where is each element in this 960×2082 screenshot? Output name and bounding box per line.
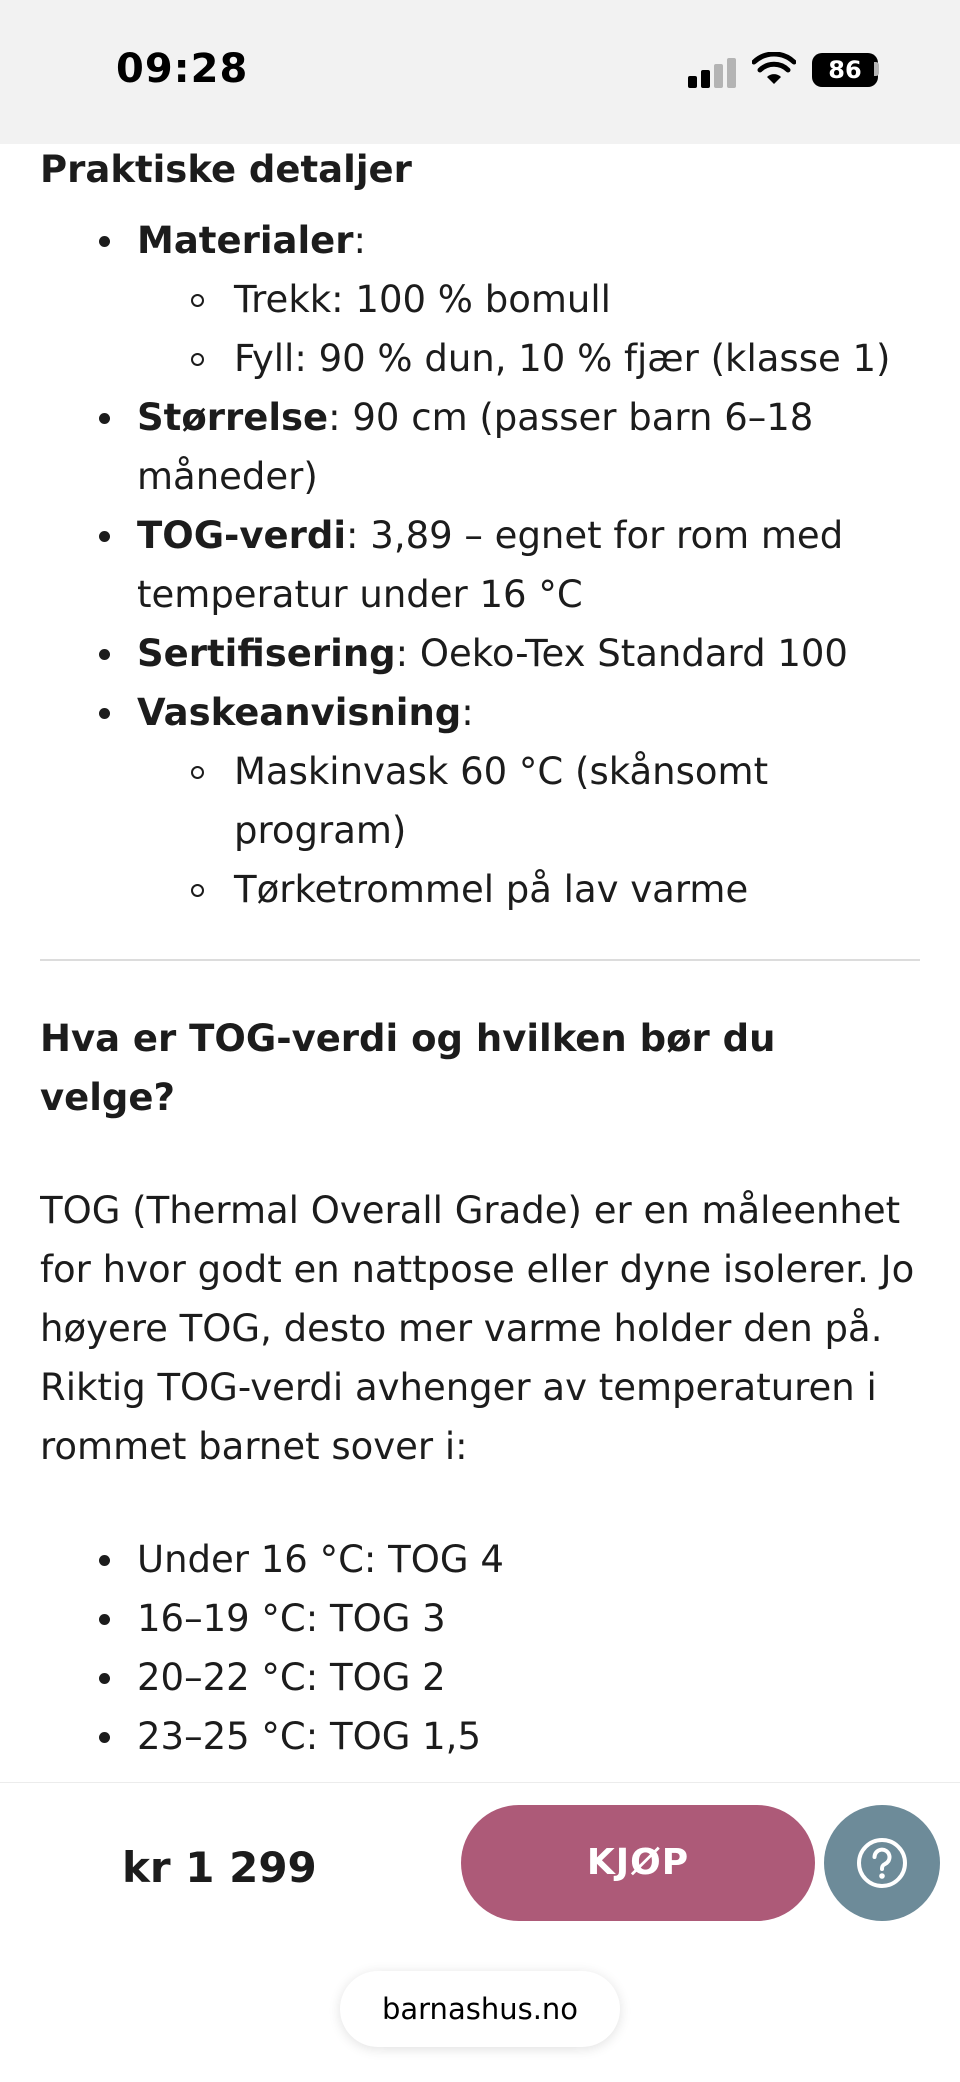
details-item-text: : [461, 691, 474, 734]
wifi-icon [752, 52, 796, 86]
tog-list [40, 1530, 920, 1766]
details-sublist [137, 270, 920, 388]
details-item-label: Materialer [137, 219, 354, 262]
details-heading: Praktiske detaljer [40, 148, 412, 191]
tog-list-item: 20–22 °C: TOG 2 [40, 1648, 920, 1707]
details-item-label: Størrelse [137, 396, 329, 439]
battery-icon: 86 [812, 53, 878, 87]
details-subitem: Fyll: 90 % dun, 10 % fjær (klasse 1) [137, 329, 920, 388]
battery-tip [874, 62, 879, 76]
buy-button[interactable]: KJØP [461, 1805, 815, 1921]
tog-list-item: Under 16 °C: TOG 4 [40, 1530, 920, 1589]
section-divider [40, 959, 920, 961]
details-sublist [137, 742, 920, 919]
details-item-label: TOG-verdi [137, 514, 347, 557]
price-label: kr 1 299 [122, 1843, 317, 1892]
details-item-text: : 90 cm (passer barn 6–18 måneder) [137, 396, 814, 498]
details-item-text: : 3,89 – egnet for rom med temperatur under 16 °C [137, 514, 844, 616]
product-description [40, 140, 920, 1780]
question-circle-icon [856, 1837, 908, 1889]
purchase-bar [0, 1782, 960, 2082]
details-item [40, 388, 920, 506]
status-time: 09:28 [116, 46, 249, 92]
details-subitem: Trekk: 100 % bomull [137, 270, 920, 329]
tog-paragraph: TOG (Thermal Overall Grade) er en måleenhet for hvor godt en nattpose eller dyne isolerer. Jo høyere TOG, desto mer varme holder den på. Riktig TOG-verdi avhenger av temperaturen i rommet barnet sover i: [40, 1189, 915, 1468]
details-item [40, 211, 920, 388]
details-item [40, 506, 920, 624]
details-subitem: Tørketrommel på lav varme [137, 860, 920, 919]
details-item-label: Sertifisering [137, 632, 396, 675]
url-bar[interactable]: barnashus.no [340, 1971, 620, 2047]
details-subitem: Maskinvask 60 °C (skånsomt program) [137, 742, 920, 860]
details-item-label: Vaskeanvisning [137, 691, 462, 734]
tog-list-item: 23–25 °C: TOG 1,5 [40, 1707, 920, 1766]
details-list [40, 211, 920, 919]
details-item-text: : Oeko-Tex Standard 100 [395, 632, 848, 675]
tog-heading: Hva er TOG-verdi og hvilken bør du velge? [40, 1017, 776, 1119]
details-item-text: : [353, 219, 366, 262]
details-item [40, 683, 920, 919]
tog-list-item: 16–19 °C: TOG 3 [40, 1589, 920, 1648]
status-bar [0, 0, 960, 144]
details-item [40, 624, 920, 683]
cellular-signal-icon [688, 56, 736, 88]
help-button[interactable] [824, 1805, 940, 1921]
